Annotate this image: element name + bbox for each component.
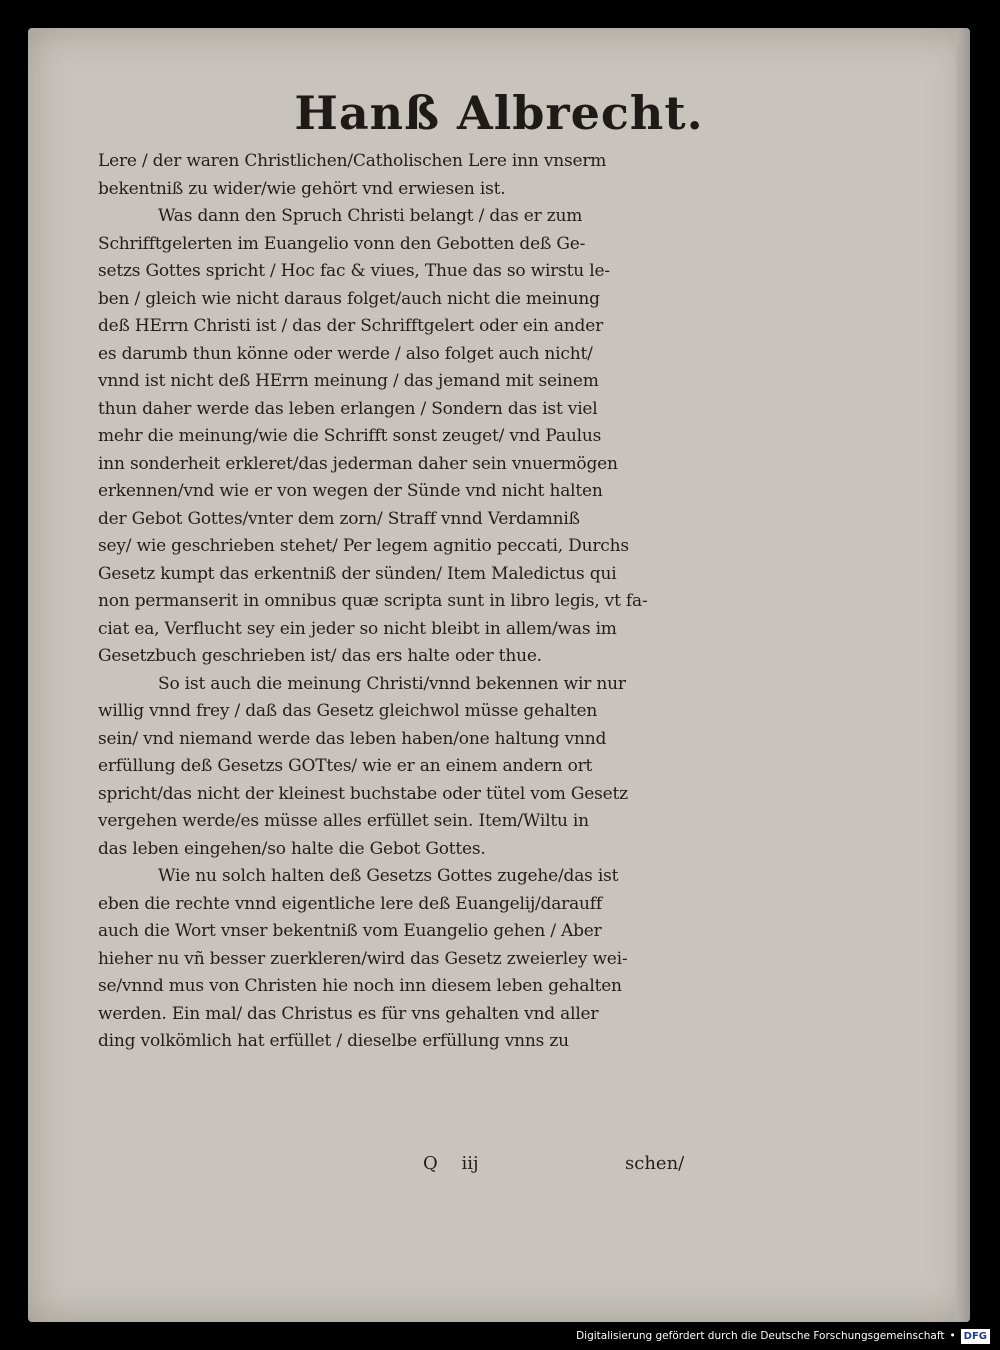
text-line: eben die rechte vnnd eigentliche lere deß Euangelij/darauff: [98, 893, 602, 914]
text-line: der Gebot Gottes/vnter dem zorn/ Straff vnnd Verdamniß: [98, 508, 580, 529]
page-edge: [956, 28, 970, 1322]
text-line: auch die Wort vnser bekentniß vom Euangelio gehen / Aber: [98, 921, 602, 941]
text-line: hieher nu vñ besser zuerkleren/wird das Gesetz zweierley wei-: [98, 948, 628, 969]
text-line: Wie nu solch halten deß Gesetzs Gottes zugehe/das ist: [158, 866, 619, 886]
text-line: sey/ wie geschrieben stehet/ Per legem agnitio peccati, Durchs: [98, 536, 629, 556]
book-page: [28, 28, 970, 1322]
text-line: setzs Gottes spricht / Hoc fac & viues, Thue das so wirstu le-: [98, 261, 610, 281]
text-line: werden. Ein mal/ das Christus es für vns gehalten vnd aller: [98, 1003, 599, 1024]
text-line: vergehen werde/es müsse alles erfüllet sein. Item/Wiltu in: [98, 811, 589, 831]
text-line: spricht/das nicht der kleinest buchstabe oder tütel vom Gesetz: [98, 783, 628, 804]
text-line: bekentniß zu wider/wie gehört vnd erwiesen ist.: [98, 178, 506, 199]
text-line: Was dann den Spruch Christi belangt / das er zum: [158, 206, 583, 226]
text-line: Gesetz kumpt das erkentniß der sünden/ Item Maledictus qui: [98, 563, 617, 584]
text-line: thun daher werde das leben erlangen / Sondern das ist viel: [98, 398, 598, 419]
text-line: sein/ vnd niemand werde das leben haben/one haltung vnnd: [98, 728, 607, 749]
text-line: vnnd ist nicht deß HErrn meinung / das jemand mit seinem: [98, 371, 599, 391]
text-line: So ist auch die meinung Christi/vnnd bekennen wir nur: [158, 673, 626, 694]
text-line: Lere / der waren Christlichen/Catholischen Lere inn vnserm: [98, 151, 607, 171]
page-footer: [28, 1153, 970, 1183]
text-line: ding volkömlich hat erfüllet / dieselbe erfüllung vnns zu: [98, 1031, 569, 1051]
text-line: es darumb thun könne oder werde / also folget auch nicht/: [98, 343, 593, 364]
dfg-logo[interactable]: DFG: [961, 1329, 990, 1344]
text-line: mehr die meinung/wie die Schrifft sonst zeuget/ vnd Paulus: [98, 426, 602, 446]
body-text: [98, 148, 808, 1056]
text-line: se/vnnd mus von Christen hie noch inn diesem leben gehalten: [98, 976, 622, 996]
text-line: erfüllung deß Gesetzs GOTtes/ wie er an einem andern ort: [98, 756, 593, 776]
text-line: deß HErrn Christi ist / das der Schrifftgelert oder ein ander: [98, 316, 604, 336]
text-line: ben / gleich wie nicht daraus folget/auch nicht die meinung: [98, 288, 600, 309]
credit-separator: •: [949, 1330, 956, 1342]
running-head: Hanß Albrecht.: [294, 86, 704, 140]
text-line: erkennen/vnd wie er von wegen der Sünde vnd nicht halten: [98, 481, 603, 501]
text-line: Gesetzbuch geschrieben ist/ das ers halte oder thue.: [98, 646, 542, 666]
text-line: ciat ea, Verflucht sey ein jeder so nicht bleibt in allem/was im: [98, 618, 617, 639]
catchword: schen/: [625, 1153, 685, 1174]
funding-credit-bar: [576, 1324, 990, 1348]
funding-credit-text: Digitalisierung gefördert durch die Deutsche Forschungsgemeinschaft: [576, 1330, 945, 1342]
text-line: das leben eingehen/so halte die Gebot Gottes.: [98, 838, 486, 859]
signature-mark: Q iij: [423, 1153, 479, 1174]
text-line: inn sonderheit erkleret/das jederman daher sein vnuermögen: [98, 453, 618, 474]
text-line: Schrifftgelerten im Euangelio vonn den Gebotten deß Ge-: [98, 233, 586, 254]
text-line: non permanserit in omnibus quæ scripta sunt in libro legis, vt fa-: [98, 591, 648, 611]
text-line: willig vnnd frey / daß das Gesetz gleichwol müsse gehalten: [98, 701, 598, 721]
